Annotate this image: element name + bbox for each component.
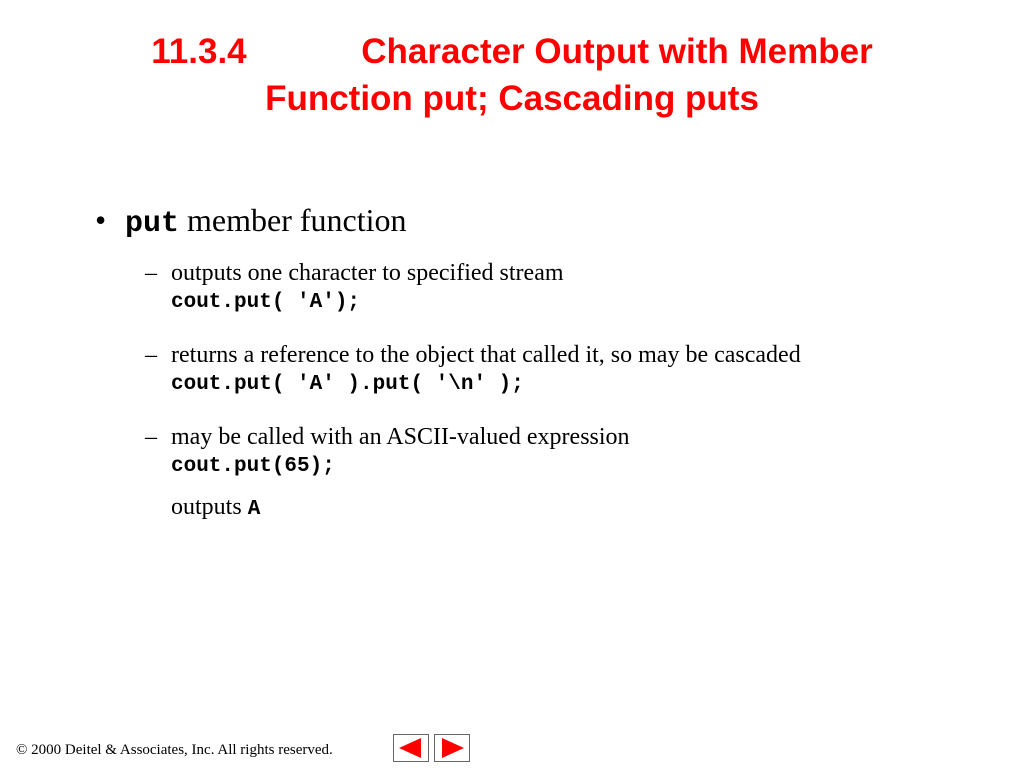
bullet-dot: • <box>95 202 107 238</box>
bullet-keyword: put <box>125 207 180 241</box>
sub-item-3: – may be called with an ASCII-valued expression cout.put(65); outputs A <box>145 422 975 525</box>
copyright-symbol: © <box>16 742 28 758</box>
code-example: cout.put( 'A'); <box>171 291 361 314</box>
output-note-code: A <box>247 498 261 521</box>
title-line-1 <box>0 28 1024 75</box>
section-number: 11.3.4 <box>151 32 247 71</box>
sub-item-text: returns a reference to the object that called it, so may be cascaded <box>171 342 801 368</box>
title-text-2: Function put; Cascading puts <box>265 79 759 118</box>
bullet-text: member function <box>179 202 407 238</box>
previous-slide-button[interactable] <box>393 734 429 762</box>
sub-item-2: – returns a reference to the object that called it, so may be cascaded cout.put( 'A' ).put( '\n' ); <box>145 340 975 400</box>
sub-item-1: – outputs one character to specified stream cout.put( 'A'); <box>145 258 975 318</box>
sub-item-text: outputs one character to specified stream <box>171 260 564 286</box>
slide-content <box>95 196 975 525</box>
sub-item-text: may be called with an ASCII-valued expression <box>171 424 630 450</box>
code-example: cout.put( 'A' ).put( '\n' ); <box>171 373 524 396</box>
slide-title <box>0 28 1024 122</box>
left-arrow-icon <box>394 735 428 761</box>
code-example: cout.put(65); <box>171 455 335 478</box>
sub-list <box>145 258 975 525</box>
title-text-1: Character Output with Member <box>361 32 873 71</box>
output-note <box>171 492 975 525</box>
main-bullet <box>95 196 975 248</box>
next-slide-button[interactable] <box>434 734 470 762</box>
right-arrow-icon <box>435 735 469 761</box>
copyright-text: 2000 Deitel & Associates, Inc. All rights reserved. <box>27 742 333 758</box>
output-note-text: outputs <box>171 494 248 520</box>
copyright-footer <box>16 742 333 759</box>
